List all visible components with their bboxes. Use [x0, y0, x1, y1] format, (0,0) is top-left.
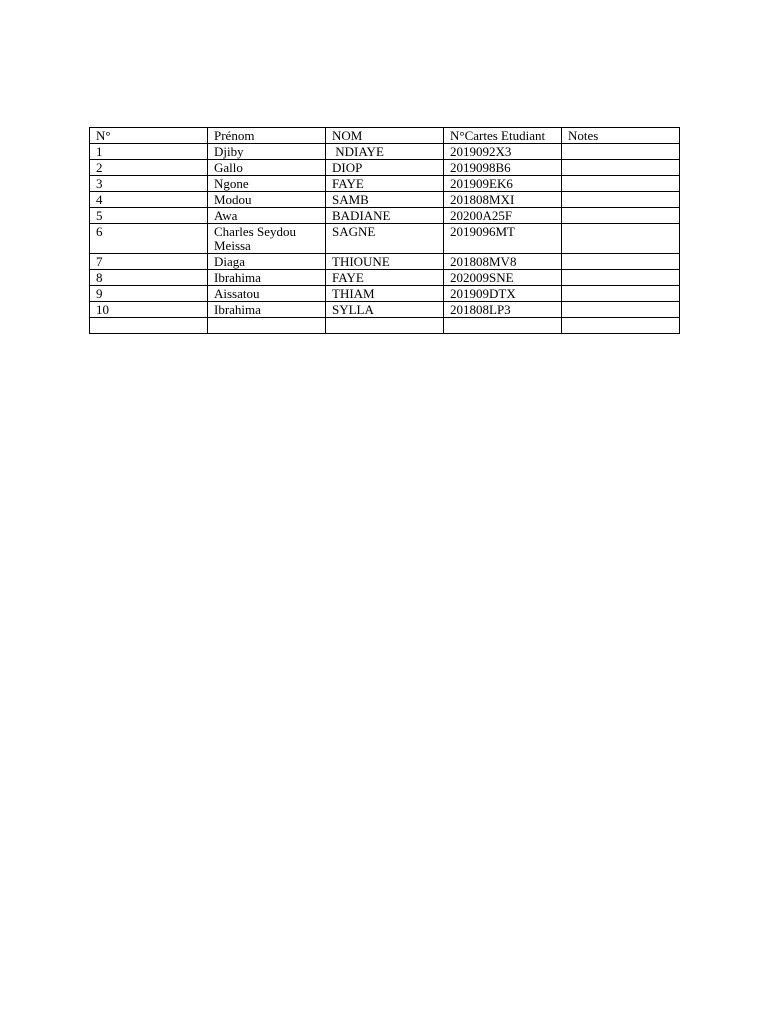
- cell-nom: [326, 318, 444, 334]
- table-row-empty: [90, 318, 680, 334]
- cell-carte: 202009SNE: [444, 270, 562, 286]
- cell-notes: [562, 160, 680, 176]
- cell-notes: [562, 286, 680, 302]
- table-row: [90, 192, 680, 208]
- table-header-row: [90, 128, 680, 144]
- cell-num: 5: [90, 208, 208, 224]
- cell-num: [90, 318, 208, 334]
- cell-prenom: [208, 318, 326, 334]
- cell-nom: SYLLA: [326, 302, 444, 318]
- cell-notes: [562, 270, 680, 286]
- cell-nom: THIOUNE: [326, 254, 444, 270]
- cell-prenom: Ibrahima: [208, 270, 326, 286]
- cell-notes: [562, 254, 680, 270]
- cell-num: 4: [90, 192, 208, 208]
- cell-notes: [562, 144, 680, 160]
- cell-num: 7: [90, 254, 208, 270]
- cell-prenom: Ngone: [208, 176, 326, 192]
- cell-carte: 201808MV8: [444, 254, 562, 270]
- cell-num: 9: [90, 286, 208, 302]
- table-row: [90, 302, 680, 318]
- table-row: [90, 160, 680, 176]
- cell-carte: 2019098B6: [444, 160, 562, 176]
- cell-notes: [562, 192, 680, 208]
- table-row: [90, 270, 680, 286]
- cell-prenom: Djiby: [208, 144, 326, 160]
- cell-notes: [562, 318, 680, 334]
- cell-prenom: Ibrahima: [208, 302, 326, 318]
- cell-prenom: Aissatou: [208, 286, 326, 302]
- cell-num: 8: [90, 270, 208, 286]
- table-row: [90, 144, 680, 160]
- cell-nom: THIAM: [326, 286, 444, 302]
- cell-carte: 201909EK6: [444, 176, 562, 192]
- header-cell-num: N°: [90, 128, 208, 144]
- header-cell-notes: Notes: [562, 128, 680, 144]
- cell-notes: [562, 176, 680, 192]
- header-cell-nom: NOM: [326, 128, 444, 144]
- cell-num: 10: [90, 302, 208, 318]
- cell-carte: 201808MXI: [444, 192, 562, 208]
- cell-prenom: Modou: [208, 192, 326, 208]
- table-row: [90, 224, 680, 254]
- cell-nom: DIOP: [326, 160, 444, 176]
- table-row: [90, 254, 680, 270]
- cell-num: 2: [90, 160, 208, 176]
- cell-prenom-line: Meissa: [214, 238, 251, 253]
- student-table: [89, 127, 680, 334]
- cell-carte: 201808LP3: [444, 302, 562, 318]
- cell-nom: FAYE: [326, 270, 444, 286]
- table-row: [90, 176, 680, 192]
- cell-nom: NDIAYE: [326, 144, 444, 160]
- cell-num: 6: [90, 224, 208, 254]
- cell-num: 1: [90, 144, 208, 160]
- header-cell-prenom: Prénom: [208, 128, 326, 144]
- cell-carte: 2019092X3: [444, 144, 562, 160]
- cell-nom: FAYE: [326, 176, 444, 192]
- cell-prenom: Gallo: [208, 160, 326, 176]
- cell-nom: BADIANE: [326, 208, 444, 224]
- cell-nom: SAMB: [326, 192, 444, 208]
- cell-notes: [562, 224, 680, 254]
- cell-notes: [562, 208, 680, 224]
- cell-num: 3: [90, 176, 208, 192]
- cell-prenom-line: Charles Seydou: [214, 224, 296, 239]
- cell-carte: 2019096MT: [444, 224, 562, 254]
- cell-carte: 20200A25F: [444, 208, 562, 224]
- cell-carte: [444, 318, 562, 334]
- header-cell-carte: N°Cartes Etudiant: [444, 128, 562, 144]
- table-row: [90, 208, 680, 224]
- cell-prenom: Awa: [208, 208, 326, 224]
- cell-nom: SAGNE: [326, 224, 444, 254]
- table-row: [90, 286, 680, 302]
- cell-prenom: Diaga: [208, 254, 326, 270]
- cell-prenom: [208, 224, 326, 254]
- cell-carte: 201909DTX: [444, 286, 562, 302]
- cell-notes: [562, 302, 680, 318]
